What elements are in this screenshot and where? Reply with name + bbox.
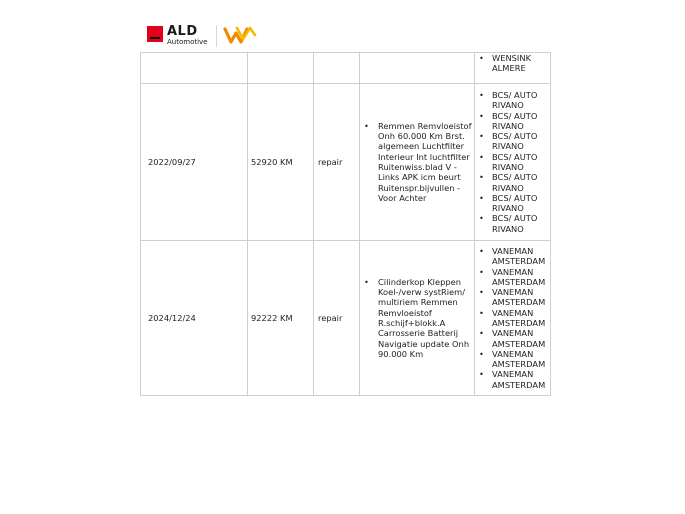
partner-logo-icon [223,25,257,45]
description-text: Cilinderkop Kleppen Koel-/verw systRiem/ multiriem Remmen Remvloeistof R.schijf+blokk.A Carrosserie Batterij Navigatie update Onh 90.000 Km [378,276,470,359]
description-text: Remmen Remvloeistof Onh 60.000 Km Brst. algemeen Luchtfilter Interieur Int luchtfilter Ruitenwiss.blad V - Links APK icm beurt Ruitenspr.bijvullen - Voor Achter [378,120,472,203]
workshop-item: • VANEMAN AMSTERDAM [475,267,550,288]
workshop-list [475,90,550,234]
date-cell: 2024/12/24 [141,241,248,396]
table-row [141,241,551,396]
date-cell: 2022/09/27 [141,84,248,241]
header-divider [216,25,217,47]
type-cell: repair [314,241,360,396]
workshop-item: • VANEMAN AMSTERDAM [475,369,550,390]
mileage-cell: 92222 KM [248,241,314,396]
workshop-item: • WENSINK ALMERE [475,53,550,74]
workshop-cell [475,53,551,84]
bullet-icon: • [364,120,369,131]
workshop-list [475,246,550,390]
description-item [360,121,474,203]
mileage-cell [248,53,314,84]
brand-name: ALD [167,24,198,39]
description-item [360,277,474,359]
workshop-item: • VANEMAN AMSTERDAM [475,308,550,329]
mileage-cell: 52920 KM [248,84,314,241]
brand-subtitle: Automotive [167,38,208,46]
workshop-item: • BCS/ AUTO RIVANO [475,172,550,193]
description-cell [360,53,475,84]
bullet-icon: • [364,276,369,287]
workshop-item: • VANEMAN AMSTERDAM [475,328,550,349]
workshop-item: • BCS/ AUTO RIVANO [475,90,550,111]
workshop-item: • BCS/ AUTO RIVANO [475,111,550,132]
workshop-item: • VANEMAN AMSTERDAM [475,246,550,267]
workshop-item: • VANEMAN AMSTERDAM [475,349,550,370]
workshop-cell [475,241,551,396]
type-cell: repair [314,84,360,241]
maintenance-history-table [140,52,551,396]
workshop-list [475,53,550,74]
table-row [141,84,551,241]
description-cell [360,241,475,396]
type-cell [314,53,360,84]
description-cell [360,84,475,241]
date-cell [141,53,248,84]
workshop-item: • BCS/ AUTO RIVANO [475,131,550,152]
ald-logo-icon [147,26,163,42]
workshop-item: • VANEMAN AMSTERDAM [475,287,550,308]
table-row [141,53,551,84]
workshop-cell [475,84,551,241]
workshop-item: • BCS/ AUTO RIVANO [475,213,550,234]
workshop-item: • BCS/ AUTO RIVANO [475,193,550,214]
workshop-item: • BCS/ AUTO RIVANO [475,152,550,173]
